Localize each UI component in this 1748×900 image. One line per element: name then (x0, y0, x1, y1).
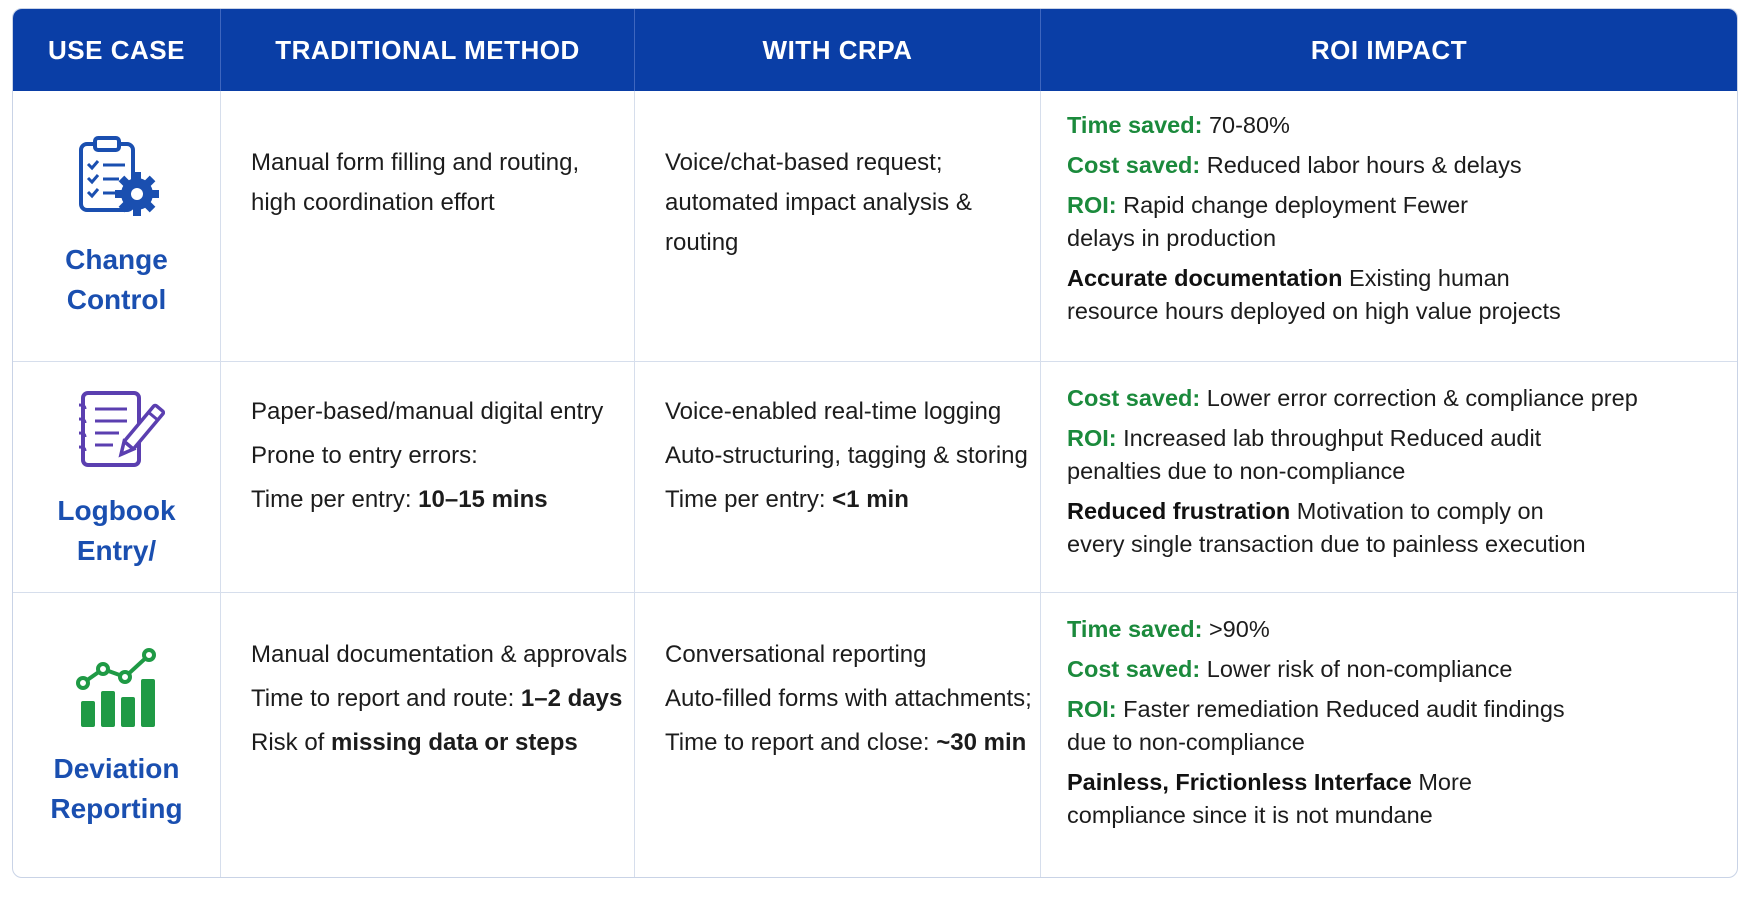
cell-text: Time to report and route: 1–2 days (251, 685, 623, 712)
cell-text: Time to report and close: ~30 min (665, 729, 1027, 756)
cell-text: Conversational reporting (665, 641, 927, 668)
use-case-name: Control (66, 284, 167, 315)
cell-text: Prone to entry errors: (251, 442, 478, 469)
with-crpa-deviation-reporting (635, 593, 1041, 877)
roi-item: Reduced frustration Motivation to comply on every single transaction due to painless execution (1067, 498, 1586, 557)
roi-impact-deviation-reporting (1041, 593, 1737, 877)
cell-text: Auto-structuring, tagging & storing (665, 442, 1028, 469)
cell-text: Voice-enabled real-time logging (665, 398, 1002, 425)
roi-item: Time saved: >90% (1067, 616, 1270, 642)
traditional-method-logbook-entry (221, 362, 635, 593)
cell-text: Manual documentation & approvals (251, 641, 628, 668)
bar-chart-trend-icon (69, 641, 165, 737)
header-use-case: USE CASE (13, 9, 221, 91)
cell-text: Voice/chat-based request; (665, 149, 943, 176)
header-with-crpa: WITH CRPA (635, 9, 1041, 91)
roi-item: Accurate documentation Existing human resource hours deployed on high value projects (1067, 265, 1561, 324)
use-case-name: Deviation (53, 753, 180, 784)
roi-impact-change-control (1041, 91, 1737, 362)
cell-text: Risk of missing data or steps (251, 729, 578, 756)
use-case-change-control (13, 91, 221, 362)
use-case-name: Logbook (57, 495, 176, 526)
use-case-name: Entry/ (76, 535, 157, 566)
clipboard-gear-icon (69, 132, 165, 228)
roi-item: Painless, Frictionless Interface More compliance since it is not mundane (1067, 769, 1472, 828)
with-crpa-logbook-entry (635, 362, 1041, 593)
roi-item: Cost saved: Lower error correction & compliance prep (1067, 385, 1638, 411)
use-case-name: Reporting (50, 793, 183, 824)
roi-item: Time saved: 70-80% (1067, 112, 1290, 138)
roi-item: ROI: Rapid change deployment Fewer delays in production (1067, 192, 1469, 251)
cell-text: Time per entry: 10–15 mins (251, 486, 548, 513)
header-traditional-method: TRADITIONAL METHOD (221, 9, 635, 91)
roi-item: Cost saved: Reduced labor hours & delays (1067, 152, 1522, 178)
cell-text: Paper-based/manual digital entry (251, 398, 604, 425)
notepad-pen-icon (69, 383, 165, 479)
roi-item: ROI: Faster remediation Reduced audit findings due to non-compliance (1067, 696, 1565, 755)
header-roi-impact: ROI IMPACT (1041, 9, 1737, 91)
roi-impact-logbook-entry (1041, 362, 1737, 593)
cell-text: routing (665, 229, 739, 256)
cell-text: Time per entry: <1 min (665, 486, 909, 513)
roi-item: Cost saved: Lower risk of non-compliance (1067, 656, 1513, 682)
roi-item: ROI: Increased lab throughput Reduced audit penalties due to non-compliance (1067, 425, 1542, 484)
use-case-deviation-reporting (13, 593, 221, 877)
with-crpa-change-control (635, 91, 1041, 362)
use-case-logbook-entry (13, 362, 221, 593)
traditional-method-change-control (221, 91, 635, 362)
cell-text: high coordination effort (251, 189, 495, 216)
roi-table (12, 8, 1738, 878)
cell-text: Auto-filled forms with attachments; (665, 685, 1032, 712)
use-case-name: Change (65, 244, 168, 275)
cell-text: automated impact analysis & (665, 189, 972, 216)
cell-text: Manual form filling and routing, (251, 149, 580, 176)
traditional-method-deviation-reporting (221, 593, 635, 877)
